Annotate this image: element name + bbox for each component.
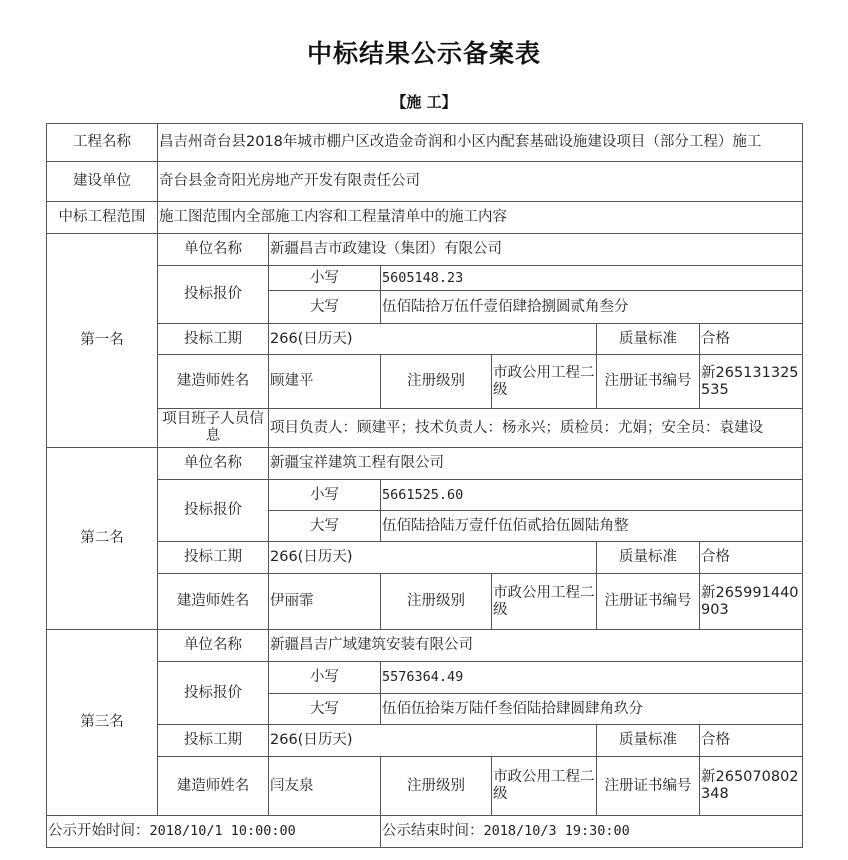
big-label: 大写 xyxy=(269,291,381,324)
big-label: 大写 xyxy=(269,511,381,542)
reg-level-label: 注册级别 xyxy=(381,574,492,630)
rank-1-quality: 合格 xyxy=(700,324,803,355)
rank-3-unit-row xyxy=(47,630,803,662)
period-label: 投标工期 xyxy=(158,725,269,757)
page-title: 中标结果公示备案表 xyxy=(306,39,541,68)
unit-label: 单位名称 xyxy=(158,448,269,480)
cert-label: 注册证书编号 xyxy=(597,574,700,630)
quality-label: 质量标准 xyxy=(597,725,700,757)
small-label: 小写 xyxy=(269,662,381,694)
rank-1-bid-big: 伍佰陆拾万伍仟壹佰肆拾捌圆贰角叁分 xyxy=(381,291,803,324)
rank-1-period-row xyxy=(47,324,803,355)
rank-3-period: 266(日历天) xyxy=(269,725,597,757)
builder-row xyxy=(47,162,803,202)
project-name-row xyxy=(47,124,803,162)
period-label: 投标工期 xyxy=(158,324,269,355)
scope-label: 中标工程范围 xyxy=(47,202,158,234)
rank-2-small-row xyxy=(47,480,803,511)
rank-3-cert-no: 新265070802348 xyxy=(700,757,803,816)
rank-1-cert-no: 新265131325535 xyxy=(700,355,803,409)
project-name-value: 昌吉州奇台县2018年城市棚户区改造金奇润和小区内配套基础设施建设项目（部分工程）施工 xyxy=(158,124,803,162)
builder-value: 奇台县金奇阳光房地产开发有限责任公司 xyxy=(158,162,803,202)
rank-2-cert-no: 新265991440903 xyxy=(700,574,803,630)
scope-value: 施工图范围内全部施工内容和工程量清单中的施工内容 xyxy=(158,202,803,234)
notice-start xyxy=(47,816,381,848)
rank-1-engineer-row xyxy=(47,355,803,409)
rank-1-bid-small: 5605148.23 xyxy=(381,266,803,291)
reg-level-label: 注册级别 xyxy=(381,757,492,816)
rank-2-unit-row xyxy=(47,448,803,480)
engineer-label: 建造师姓名 xyxy=(158,757,269,816)
notice-end-label: 公示结束时间： xyxy=(382,823,484,839)
cert-label: 注册证书编号 xyxy=(597,757,700,816)
rank-1-label: 第一名 xyxy=(47,234,158,448)
unit-label: 单位名称 xyxy=(158,630,269,662)
reg-level-label: 注册级别 xyxy=(381,355,492,409)
unit-label: 单位名称 xyxy=(158,234,269,266)
rank-1-team-row xyxy=(47,409,803,448)
rank-1-reg-level: 市政公用工程二级 xyxy=(492,355,597,409)
rank-3-unit: 新疆昌吉广域建筑安装有限公司 xyxy=(269,630,803,662)
notice-start-label: 公示开始时间： xyxy=(48,823,150,839)
notice-start-value: 2018/10/1 10:00:00 xyxy=(149,823,296,839)
cert-label: 注册证书编号 xyxy=(597,355,700,409)
rank-3-engineer-row xyxy=(47,757,803,816)
rank-1-engineer: 顾建平 xyxy=(269,355,381,409)
notice-row xyxy=(47,816,803,848)
rank-3-period-row xyxy=(47,725,803,757)
scope-row xyxy=(47,202,803,234)
rank-3-small-row xyxy=(47,662,803,694)
rank-3-engineer: 闫友泉 xyxy=(269,757,381,816)
rank-3-bid-big: 伍佰伍拾柒万陆仟叁佰陆拾肆圆肆角玖分 xyxy=(381,694,803,725)
rank-2-period-row xyxy=(47,542,803,574)
rank-2-engineer-row xyxy=(47,574,803,630)
rank-1-unit: 新疆昌吉市政建设（集团）有限公司 xyxy=(269,234,803,266)
period-label: 投标工期 xyxy=(158,542,269,574)
rank-2-reg-level: 市政公用工程二级 xyxy=(492,574,597,630)
team-label: 项目班子人员信息 xyxy=(158,409,269,448)
bid-label: 投标报价 xyxy=(158,662,269,725)
engineer-label: 建造师姓名 xyxy=(158,355,269,409)
rank-3-reg-level: 市政公用工程二级 xyxy=(492,757,597,816)
rank-2-period: 266(日历天) xyxy=(269,542,597,574)
bid-label: 投标报价 xyxy=(158,266,269,324)
quality-label: 质量标准 xyxy=(597,324,700,355)
small-label: 小写 xyxy=(269,480,381,511)
quality-label: 质量标准 xyxy=(597,542,700,574)
rank-1-small-row xyxy=(47,266,803,291)
rank-1-unit-row xyxy=(47,234,803,266)
project-name-label: 工程名称 xyxy=(47,124,158,162)
rank-1-period: 266(日历天) xyxy=(269,324,597,355)
bid-result-table xyxy=(46,123,803,848)
big-label: 大写 xyxy=(269,694,381,725)
rank-2-bid-big: 伍佰陆拾陆万壹仟伍佰贰拾伍圆陆角整 xyxy=(381,511,803,542)
rank-2-bid-small: 5661525.60 xyxy=(381,480,803,511)
rank-2-engineer: 伊丽霏 xyxy=(269,574,381,630)
rank-2-label: 第二名 xyxy=(47,448,158,630)
rank-1-team: 项目负责人：顾建平；技术负责人：杨永兴；质检员：尤娟；安全员：袁建设 xyxy=(269,409,803,448)
builder-label: 建设单位 xyxy=(47,162,158,202)
rank-3-bid-small: 5576364.49 xyxy=(381,662,803,694)
rank-2-unit: 新疆宝祥建筑工程有限公司 xyxy=(269,448,803,480)
engineer-label: 建造师姓名 xyxy=(158,574,269,630)
page-subtitle: 【施 工】 xyxy=(391,93,457,111)
small-label: 小写 xyxy=(269,266,381,291)
bid-label: 投标报价 xyxy=(158,480,269,542)
rank-2-quality: 合格 xyxy=(700,542,803,574)
notice-end xyxy=(381,816,803,848)
rank-3-quality: 合格 xyxy=(700,725,803,757)
notice-end-value: 2018/10/3 19:30:00 xyxy=(483,823,630,839)
rank-3-label: 第三名 xyxy=(47,630,158,816)
